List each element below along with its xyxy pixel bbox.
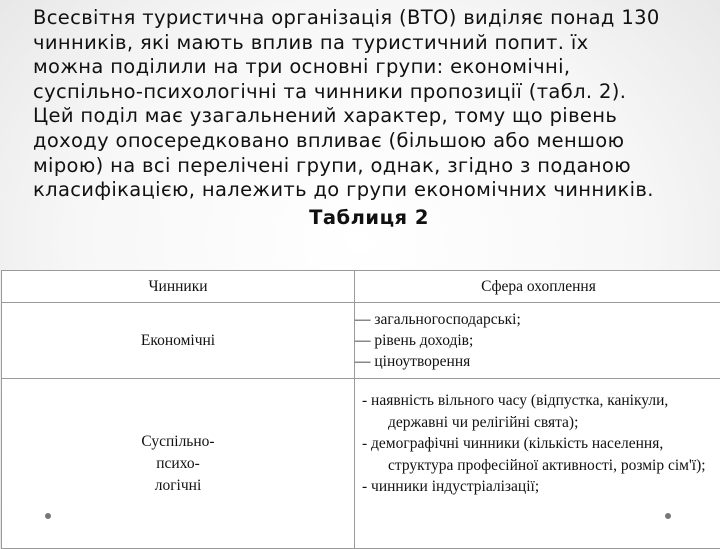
factors-table (1, 270, 720, 549)
slide-decoration-dot (665, 513, 671, 519)
category-label: психо- (2, 453, 354, 475)
intro-line: суспільно-психологічні та чинники пропозиції (табл. 2). (33, 80, 720, 105)
scope-item: — рівень доходів; (355, 330, 720, 351)
scope-cell (355, 303, 720, 379)
category-cell (2, 303, 355, 379)
scope-item: — загальногосподарські; (355, 309, 720, 330)
scope-item: - демографічні чинники (кількість населення, структура професійної активності, розмір сім'ї); (362, 433, 716, 476)
intro-line: чинників, які мають вплив па туристичний попит. їх (33, 31, 720, 56)
intro-line: мірою) на всі перелічені групи, однак, згідно з поданою (33, 154, 720, 179)
intro-paragraph (33, 6, 720, 203)
intro-line: Цей поділ має узагальнений характер, тому що рівень (33, 104, 720, 129)
header-scope: Сфера охоплення (355, 271, 720, 303)
intro-line: класифікацією, належить до групи економічних чинників. (33, 178, 720, 203)
scope-item: — ціноутворення (355, 351, 720, 372)
table-title: Таблиця 2 (0, 206, 720, 229)
scope-cell (355, 379, 720, 549)
category-cell (2, 379, 355, 549)
scope-item: - наявність вільного часу (відпустка, канікули, державні чи релігійні свята); (362, 390, 716, 433)
slide-decoration-dot (45, 513, 51, 519)
intro-line: доходу опосередковано впливає (більшою або меншою (33, 129, 720, 154)
table-row (2, 303, 720, 379)
category-label: Економічні (141, 332, 215, 349)
intro-line: Всесвітня туристична організація (ВТО) виділяє понад 130 (33, 6, 720, 31)
scope-item: - чинники індустріалізації; (362, 476, 716, 498)
intro-line: можна поділили на три основні групи: економічні, (33, 55, 720, 80)
table-row (2, 379, 720, 549)
header-factors: Чинники (2, 271, 355, 303)
category-label: Суспільно- (2, 431, 354, 453)
category-label: логічні (2, 475, 354, 497)
table-header-row (2, 271, 720, 303)
